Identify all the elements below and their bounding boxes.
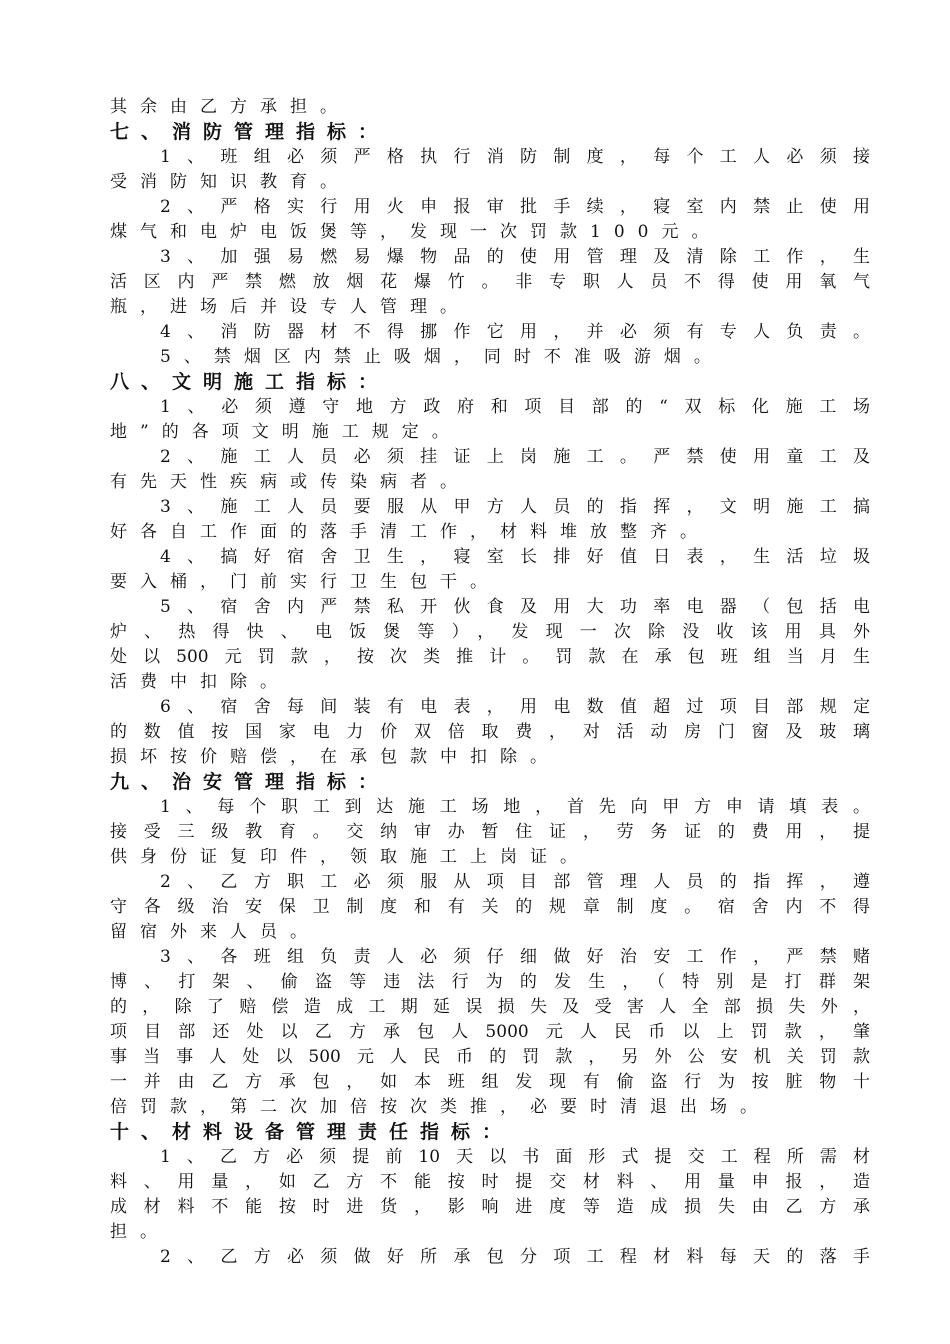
paragraph-line: 5、宿舍内严禁私开伙食及用大功率电器（包括电 <box>160 597 870 617</box>
section-heading: 九、治安管理指标： <box>110 771 390 793</box>
paragraph-line: 4、搞好宿舍卫生，寝室长排好值日表，生活垃圾 <box>160 547 870 567</box>
paragraph-line: 瓶，进场后并设专人管理。 <box>110 297 470 317</box>
paragraph-line: 有先天性疾病或传染病者。 <box>110 472 470 492</box>
paragraph-line: 2、乙方职工必须服从项目部管理人员的指挥，遵 <box>160 872 870 892</box>
paragraph-line: 1、必须遵守地方政府和项目部的“双标化施工场 <box>160 397 870 417</box>
paragraph-line: 的，除了赔偿造成工期延误损失及受害人全部损失外， <box>110 997 870 1017</box>
paragraph-line: 地”的各项文明施工规定。 <box>110 422 462 442</box>
section-heading: 八、文明施工指标： <box>110 371 390 393</box>
paragraph-line: 留宿外来人员。 <box>110 922 320 942</box>
paragraph-line: 的数值按国家电力价双倍取费，对活动房门窗及玻璃 <box>110 722 870 742</box>
paragraph-line: 炉、热得快、电饭煲等），发现一次除没收该用具外 <box>110 622 870 642</box>
document-body <box>110 95 870 1270</box>
paragraph-line: 博、打架、偷盗等违法行为的发生，（特别是打群架 <box>110 972 870 992</box>
paragraph-line: 4、消防器材不得挪作它用，并必须有专人负责。 <box>160 322 870 342</box>
section-heading: 十、材料设备管理责任指标： <box>110 1121 514 1143</box>
paragraph-line: 2、施工人员必须挂证上岗施工。严禁使用童工及 <box>160 447 870 467</box>
paragraph-line: 供身份证复印件，领取施工上岗证。 <box>110 847 590 867</box>
paragraph-line: 5、禁烟区内禁止吸烟，同时不准吸游烟。 <box>160 347 724 367</box>
paragraph-line: 煤气和电炉电饭煲等，发现一次罚款100元。 <box>110 222 722 242</box>
paragraph-line: 项目部还处以乙方承包人5000元人民币以上罚款，肇 <box>110 1022 870 1042</box>
paragraph-line: 倍罚款，第二次加倍按次类推，必要时清退出场。 <box>110 1097 770 1117</box>
paragraph-line: 活费中扣除。 <box>110 672 290 692</box>
paragraph-line: 接受三级教育。交纳审办暂住证，劳务证的费用，提 <box>110 822 870 842</box>
paragraph-line: 6、宿舍每间装有电表，用电数值超过项目部规定 <box>160 697 870 717</box>
paragraph-line: 处以500元罚款，按次类推计。罚款在承包班组当月生 <box>110 647 870 667</box>
paragraph-line: 1、每个职工到达施工场地，首先向甲方申请填表。 <box>160 797 870 817</box>
paragraph-line: 活区内严禁燃放烟花爆竹。非专职人员不得使用氧气 <box>110 272 870 292</box>
paragraph-line: 2、严格实行用火申报审批手续，寝室内禁止使用 <box>160 197 870 217</box>
paragraph-line: 损坏按价赔偿，在承包款中扣除。 <box>110 747 560 767</box>
paragraph-line: 1、班组必须严格执行消防制度，每个工人必须接 <box>160 147 870 167</box>
paragraph-line: 好各自工作面的落手清工作，材料堆放整齐。 <box>110 522 710 542</box>
paragraph-line: 担。 <box>110 1222 170 1242</box>
paragraph-line: 受消防知识教育。 <box>110 172 350 192</box>
paragraph-line: 2、乙方必须做好所承包分项工程材料每天的落手 <box>160 1247 870 1267</box>
paragraph-line: 事当事人处以500元人民币的罚款，另外公安机关罚款 <box>110 1047 870 1067</box>
paragraph-line: 守各级治安保卫制度和有关的规章制度。宿舍内不得 <box>110 897 870 917</box>
paragraph-line: 3、各班组负责人必须仔细做好治安工作，严禁赌 <box>160 947 870 967</box>
paragraph-line: 3、加强易燃易爆物品的使用管理及清除工作，生 <box>160 247 870 267</box>
paragraph-line: 1、乙方必须提前10天以书面形式提交工程所需材 <box>160 1147 870 1167</box>
paragraph-line: 料、用量，如乙方不能按时提交材料、用量申报，造 <box>110 1172 870 1192</box>
paragraph-line: 一并由乙方承包，如本班组发现有偷盗行为按脏物十 <box>110 1072 870 1092</box>
paragraph-line: 成材料不能按时进货，影响进度等造成损失由乙方承 <box>110 1197 870 1217</box>
paragraph-line: 其余由乙方承担。 <box>110 97 350 117</box>
paragraph-line: 要入桶，门前实行卫生包干。 <box>110 572 500 592</box>
paragraph-line: 3、施工人员要服从甲方人员的指挥，文明施工搞 <box>160 497 870 517</box>
section-heading: 七、消防管理指标： <box>110 121 390 143</box>
